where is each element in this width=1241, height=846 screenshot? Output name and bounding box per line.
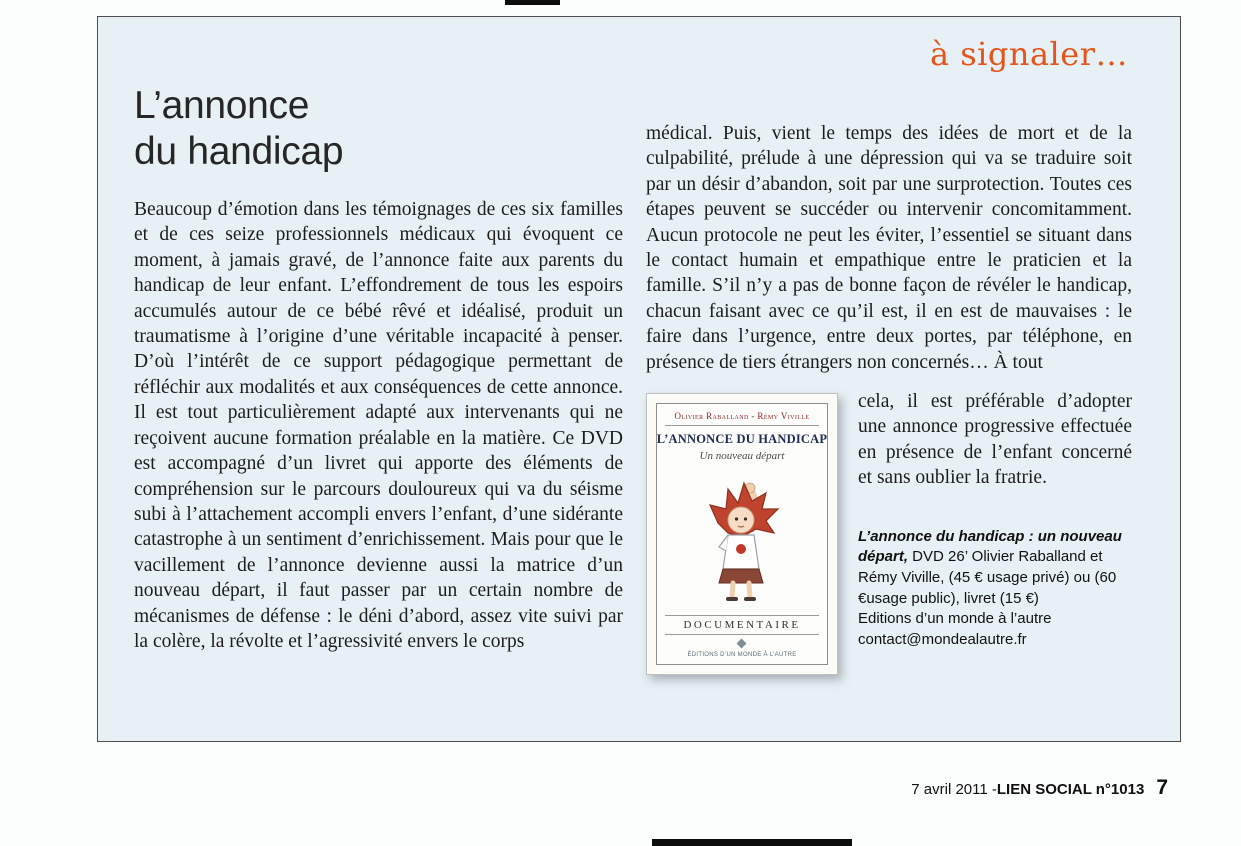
left-column bbox=[134, 83, 623, 654]
article-title-line1: L’annonce bbox=[134, 84, 310, 127]
girl-illustration-icon bbox=[686, 475, 798, 603]
article-title-line2: du handicap bbox=[134, 130, 344, 174]
scan-artifact-bottom bbox=[652, 839, 852, 846]
dvd-cover bbox=[646, 393, 838, 675]
cover-and-caption-block bbox=[646, 389, 1132, 681]
article-body-left: Beaucoup d’émotion dans les témoignages de ces six familles et de ces seize professionnels médicaux qui évoquent ce moment, à jamais gravé, de l’annonce faite aux parents du handicap de leur enfant. L’effondrement de tous les espoirs accumulés autour de ce bébé rêvé et idéalisé, produit un traumatisme à l’origine d’une véritable incapacité à penser. D’où l’intérêt de ce support pédagogique permettant de réfléchir aux modalités et aux conséquences de cette annonce. Il est tout particulièrement adapté aux intervenants qui ne reçoivent aucune formation préalable en la matière. Ce DVD est accompagné d’un livret qui apporte des éléments de compréhension sur le parcours douloureux qui va du séisme subi à l’attachement accompli envers l’enfant, d’une sidérante catastrophe à un sentiment d’enrichissement. Mais pour que le vacillement de l’annonce devienne aussi la matrice d’un nouveau départ, il faut passer par un certain nombre de mécanismes de défense : le déni d’abord, assez vite suivi par la colère, la révolte et l’agressivité envers le corps bbox=[134, 199, 623, 652]
caption-body: DVD 26’ Olivier Raballand et Rémy Viville, (45 € usage privé) ou (60 €usage public), livret (15 €) bbox=[858, 548, 1117, 607]
footer-magazine: LIEN SOCIAL n°1013 bbox=[996, 781, 1145, 798]
dvd-cover-illustration bbox=[662, 462, 822, 615]
article-body-right-part1: médical. Puis, vient le temps des idées de mort et de la culpabilité, prélude à une dépression qui va se traduire soit par un désir d’abandon, soit par une surprotection. Toutes ces étapes peuvent se succéder ou intervenir concomitamment. Aucun protocole ne peut les éviter, l’essentiel se situant dans le contact humain et empathique entre le praticien et la famille. S’il n’y a pas de bonne façon de révéler le handicap, chacun faisant avec ce qu’il est, il en est de mauvaises : le faire dans l’urgence, entre deux portes, par téléphone, en présence de tiers étrangers non concernés… À tout bbox=[646, 123, 1132, 373]
dvd-category: DOCUMENTAIRE bbox=[665, 615, 819, 635]
dvd-publisher-name: ÉDITIONS D’UN MONDE À L’AUTRE bbox=[687, 651, 797, 658]
article-title bbox=[134, 83, 623, 175]
section-header: à signaler… bbox=[929, 35, 1128, 73]
caption-title: L’annonce du handicap : un nouveau départ, bbox=[858, 527, 1122, 566]
dvd-title: L’ANNONCE DU HANDICAP bbox=[656, 432, 828, 447]
dvd-authors: Olivier Raballand - Rémy Viville bbox=[665, 411, 819, 426]
scan-artifact-top bbox=[505, 0, 560, 5]
caption-contact: contact@mondealautre.fr bbox=[858, 631, 1027, 649]
footer-page-number: 7 bbox=[1156, 776, 1168, 799]
content-frame bbox=[97, 16, 1181, 742]
page-footer bbox=[911, 776, 1168, 800]
publisher-logo-icon bbox=[737, 639, 747, 649]
article-body-right-part2: cela, il est préférable d’adopter une annonce progressive effectuée en présence de l’enfant concerné et sans oublier la fratrie. bbox=[858, 391, 1132, 489]
dvd-cover-inner bbox=[656, 403, 828, 665]
footer-date: 7 avril 2011 - bbox=[911, 781, 997, 798]
caption-publisher: Editions d’un monde à l’autre bbox=[858, 610, 1052, 628]
right-column bbox=[646, 121, 1132, 681]
dvd-publisher bbox=[687, 640, 796, 659]
dvd-subtitle: Un nouveau départ bbox=[699, 450, 785, 463]
